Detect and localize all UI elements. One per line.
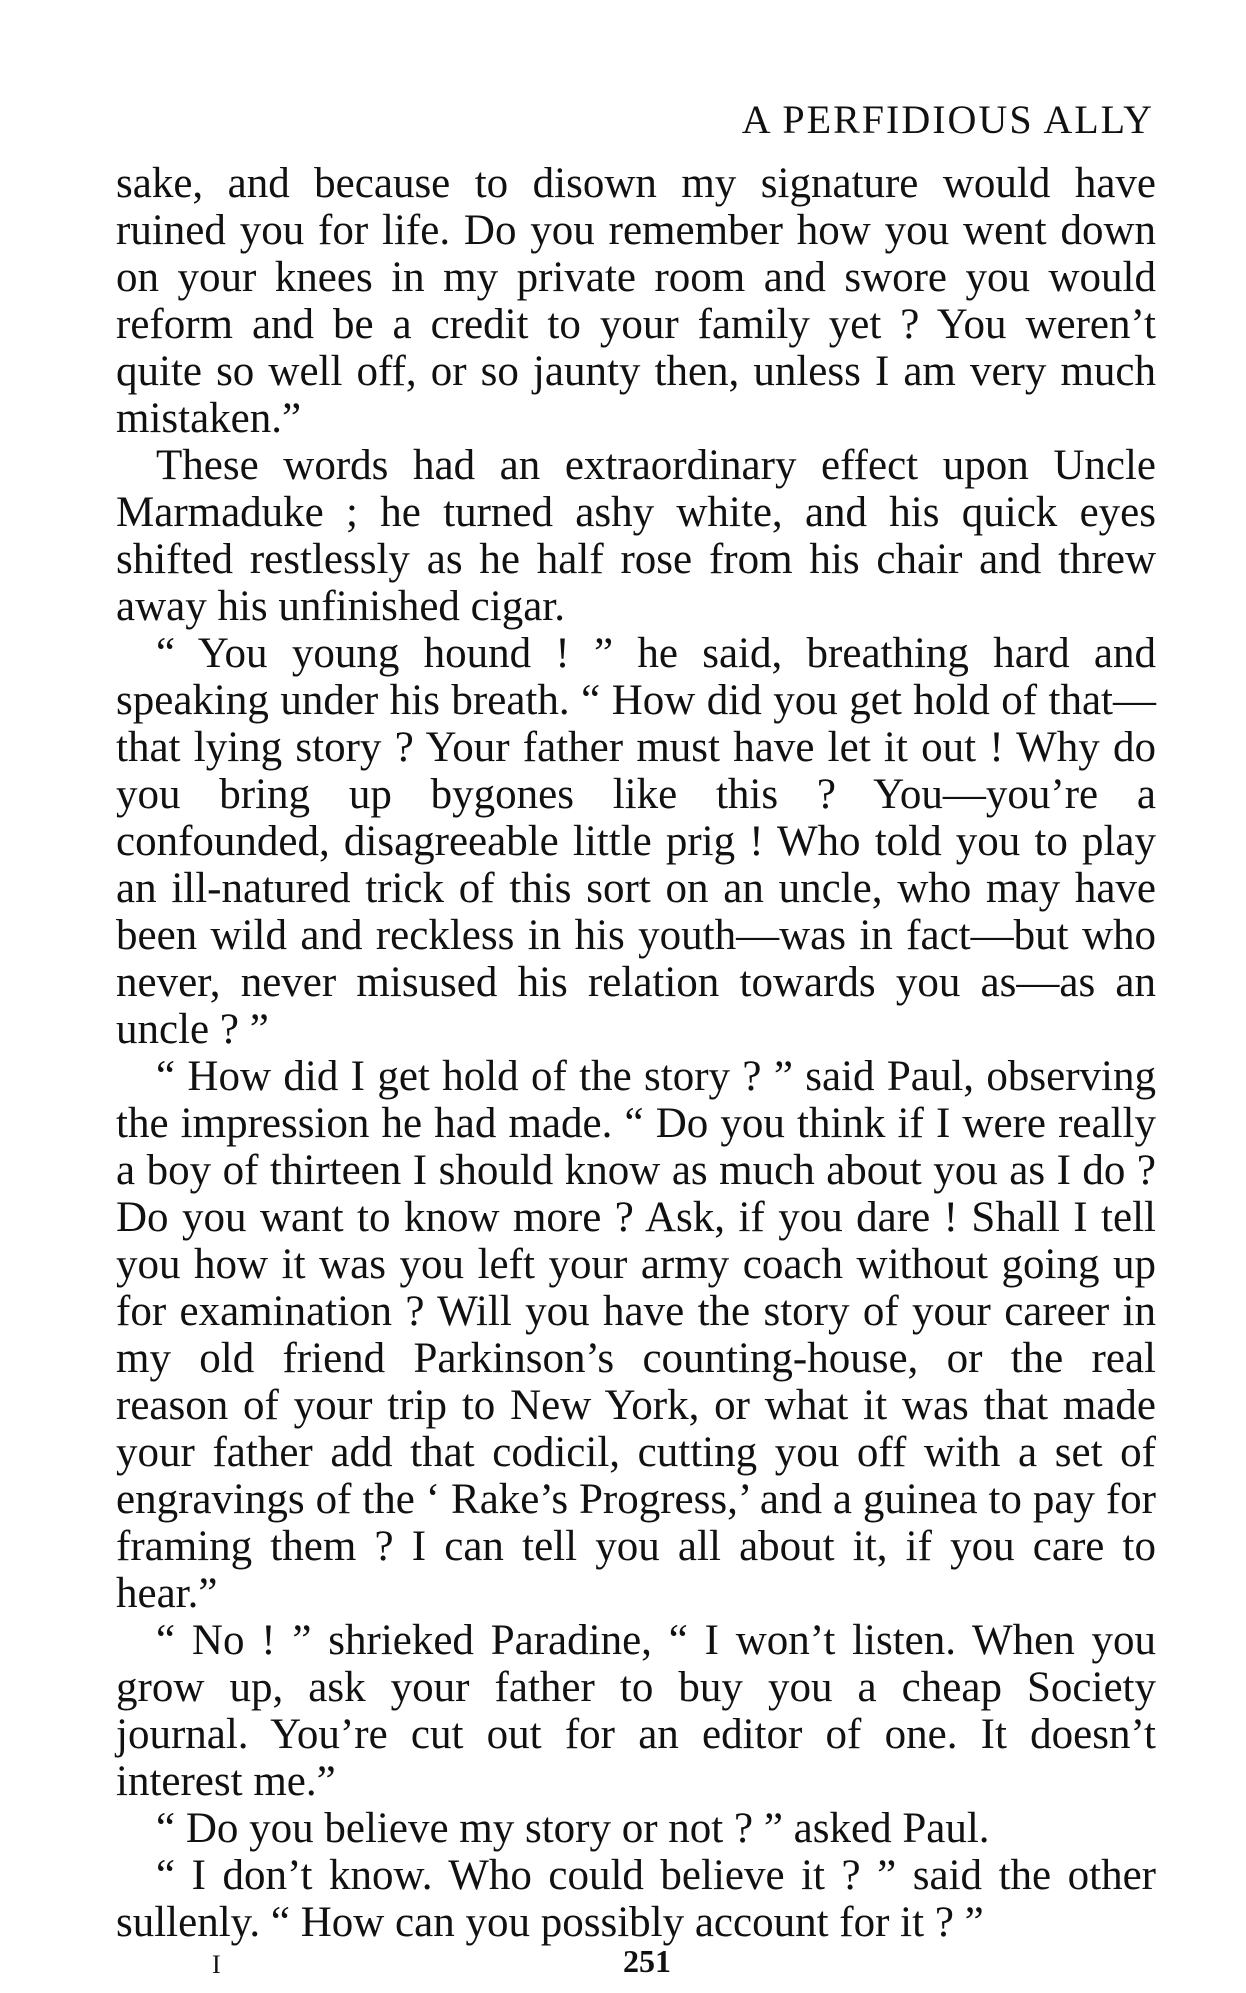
signature-mark: I — [212, 1950, 221, 1979]
paragraph: “ Do you believe my story or not ? ” asked Paul. — [156, 1805, 990, 1852]
paragraph: sake, and because to disown my signature would have ruined you for life. Do you remember how you went down on your knees in my private room and swore you would reform and be a credit to your family yet ? You weren’t quite so well off, or so jaunty then, unless I am very much mistaken.” — [116, 160, 1156, 442]
running-title: A PERFIDIOUS ALLY — [741, 97, 1154, 142]
paragraph: “ I don’t know. Who could believe it ? ” said the other sullenly. “ How can you possibly account for it ? ” — [116, 1852, 1156, 1946]
page-number: 251 — [623, 1943, 671, 1979]
paragraph: “ How did I get hold of the story ? ” said Paul, observing the impression he had made. “ Do you think if I were really a boy of thirteen I should know as much about you as I do ? Do you want to know more ? Ask, if you dare ! Shall I tell you how it was you left your army coach without going up for examination ? Will you have the story of your career in my old friend Parkinson’s counting-house, or the real reason of your trip to New York, or what it was that made your father add that codicil, cutting you off with a set of engravings of the ‘ Rake’s Progress,’ and a guinea to pay for framing them ? I can tell you all about it, if you care to hear.” — [116, 1053, 1156, 1617]
paragraph: “ You young hound ! ” he said, breathing hard and speaking under his breath. “ How did you get hold of that—that lying story ? Your father must have let it out ! Why do you bring up bygones like this ? You—you’re a confounded, disagreeable little prig ! Who told you to play an ill-natured trick of this sort on an uncle, who may have been wild and reckless in his youth—was in fact—but who never, never misused his relation towards you as—as an uncle ? ” — [116, 630, 1156, 1053]
paragraph: These words had an extraordinary effect upon Uncle Marmaduke ; he turned ashy white, and his quick eyes shifted restlessly as he half rose from his chair and threw away his unfinished cigar. — [116, 442, 1156, 630]
body-text — [116, 160, 1156, 1946]
paragraph: “ No ! ” shrieked Paradine, “ I won’t listen. When you grow up, ask your father to buy you a cheap Society journal. You’re cut out for an editor of one. It doesn’t interest me.” — [116, 1617, 1156, 1805]
